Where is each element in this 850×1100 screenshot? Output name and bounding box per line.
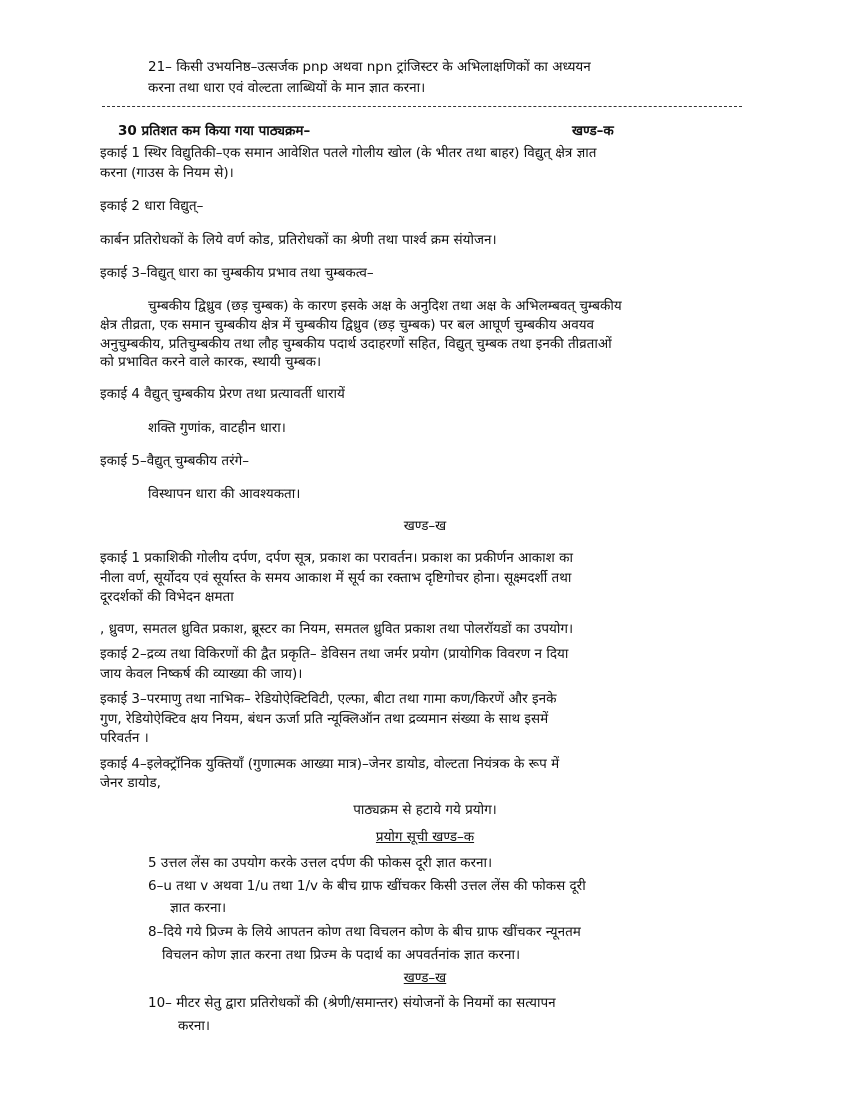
experiment-10-line1: 10– मीटर सेतु द्वारा प्रतिरोधकों की (श्रेणी/समान्तर) संयोजनों के नियमों का सत्यापन	[148, 995, 556, 1011]
unit3-heading: इकाई 3–विद्युत् धारा का चुम्बकीय प्रभाव तथा चुम्बकत्व–	[100, 265, 374, 281]
unit2-body: कार्बन प्रतिरोधकों के लिये वर्ण कोड, प्रतिरोधकों का श्रेणी तथा पार्श्व क्रम संयोजन।	[100, 232, 497, 248]
unit1-line2: करना (गाउस के नियम से)।	[100, 165, 234, 181]
unit4-body: शक्ति गुणांक, वाटहीन धारा।	[148, 420, 286, 436]
b-unit3-line1: इकाई 3–परमाणु तथा नाभिक– रेडियोऐक्टिविटी, एल्फा, बीटा तथा गामा कण/किरणें और इनके	[100, 691, 557, 707]
b-unit1-line3: दूरदर्शकों की विभेदन क्षमता	[100, 589, 234, 605]
experiment-list-a-heading: प्रयोग सूची खण्ड–क	[375, 829, 475, 845]
unit3-line3: अनुचुम्बकीय, प्रतिचुम्बकीय तथा लौह चुम्बकीय पदार्थ उदाहरणों सहित, विद्युत् चुम्बक तथा इनकी तीव्रताओं	[100, 336, 612, 352]
unit1-line1: इकाई 1 स्थिर विद्युतिकी–एक समान आवेशित पतले गोलीय खोल (के भीतर तथा बाहर) विद्युत् क्षेत्र ज्ञात	[100, 145, 597, 161]
experiment-8-line2: विचलन कोण ज्ञात करना तथा प्रिज्म के पदार्थ का अपवर्तनांक ज्ञात करना।	[162, 947, 521, 963]
b-unit2-line1: इकाई 2–द्रव्य तथा विकिरणों की द्वैत प्रकृति– डेविसन तथा जर्मर प्रयोग (प्रायोगिक विवरण न दिया	[100, 646, 569, 662]
unit5-body: विस्थापन धारा की आवश्यकता।	[148, 486, 301, 502]
unit4-heading: इकाई 4 वैद्युत् चुम्बकीय प्रेरण तथा प्रत्यावर्ती धारायें	[100, 386, 345, 402]
b-unit2-line2: जाय केवल निष्कर्ष की व्याख्या की जाय)।	[100, 666, 303, 682]
experiment-list-b-heading: खण्ड–ख	[403, 970, 447, 986]
experiment-10-line2: करना।	[178, 1018, 210, 1034]
b-unit1-line4: , ध्रुवण, समतल ध्रुवित प्रकाश, ब्रूस्टर का नियम, समतल ध्रुवित प्रकाश तथा पोलरॉयडों का उपयोग।	[100, 621, 574, 637]
section-label-b: खण्ड–ख	[403, 518, 447, 534]
b-unit3-line3: परिवर्तन ।	[100, 730, 149, 746]
unit3-line4: को प्रभावित करने वाले कारक, स्थायी चुम्बक।	[100, 354, 322, 370]
experiment-8-line1: 8–दिये गये प्रिज्म के लिये आपतन कोण तथा विचलन कोण के बीच ग्राफ खींचकर न्यूनतम	[148, 924, 581, 940]
unit3-line1: चुम्बकीय द्विध्रुव (छड़ चुम्बक) के कारण इसके अक्ष के अनुदिश तथा अक्ष के अभिलम्बवत् चुम्बकीय	[148, 298, 622, 314]
removed-experiments-heading: पाठ्यक्रम से हटाये गये प्रयोग।	[353, 802, 497, 818]
top-item-21-line1: 21– किसी उभयनिष्ठ–उत्सर्जक pnp अथवा npn ट्रांजिस्टर के अभिलाक्षणिकों का अध्ययन	[148, 59, 591, 75]
top-item-21-line2: करना तथा धारा एवं वोल्टता लाब्धियों के मान ज्ञात करना।	[148, 80, 426, 96]
section-heading: 30 प्रतिशत कम किया गया पाठ्यक्रम–	[118, 123, 311, 139]
unit5-heading: इकाई 5–वैद्युत् चुम्बकीय तरंगे–	[100, 453, 249, 469]
unit3-line2: क्षेत्र तीव्रता, एक समान चुम्बकीय क्षेत्र में चुम्बकीय द्विध्रुव (छड़ चुम्बक) पर बल आघूर्ण चुम्बकीय अवयव	[100, 317, 595, 333]
experiment-6-line1: 6–u तथा v अथवा 1/u तथा 1/v के बीच ग्राफ खींचकर किसी उत्तल लेंस की फोकस दूरी	[148, 878, 586, 894]
b-unit1-line1: इकाई 1 प्रकाशिकी गोलीय दर्पण, दर्पण सूत्र, प्रकाश का परावर्तन। प्रकाश का प्रकीर्णन आकाश का	[100, 550, 573, 566]
dashed-divider	[102, 106, 742, 107]
b-unit4-line1: इकाई 4–इलेक्ट्रॉनिक युक्तियाँ (गुणात्मक आख्या मात्र)–जेनर डायोड, वोल्टता नियंत्रक के रूप में	[100, 756, 560, 772]
section-label-a: खण्ड–क	[572, 123, 614, 139]
b-unit4-line2: जेनर डायोड,	[100, 775, 161, 791]
b-unit3-line2: गुण, रेडियोऐक्टिव क्षय नियम, बंधन ऊर्जा प्रति न्यूक्लिऑन तथा द्रव्यमान संख्या के साथ इसमें	[100, 711, 549, 727]
b-unit1-line2: नीला वर्ण, सूर्योदय एवं सूर्यास्त के समय आकाश में सूर्य का रक्ताभ दृष्टिगोचर होना। सूक्ष्मदर्शी तथा	[100, 570, 572, 586]
unit2-heading: इकाई 2 धारा विद्युत्–	[100, 198, 204, 214]
experiment-6-line2: ज्ञात करना।	[170, 900, 227, 916]
experiment-5: 5 उत्तल लेंस का उपयोग करके उत्तल दर्पण की फोकस दूरी ज्ञात करना।	[148, 855, 493, 871]
